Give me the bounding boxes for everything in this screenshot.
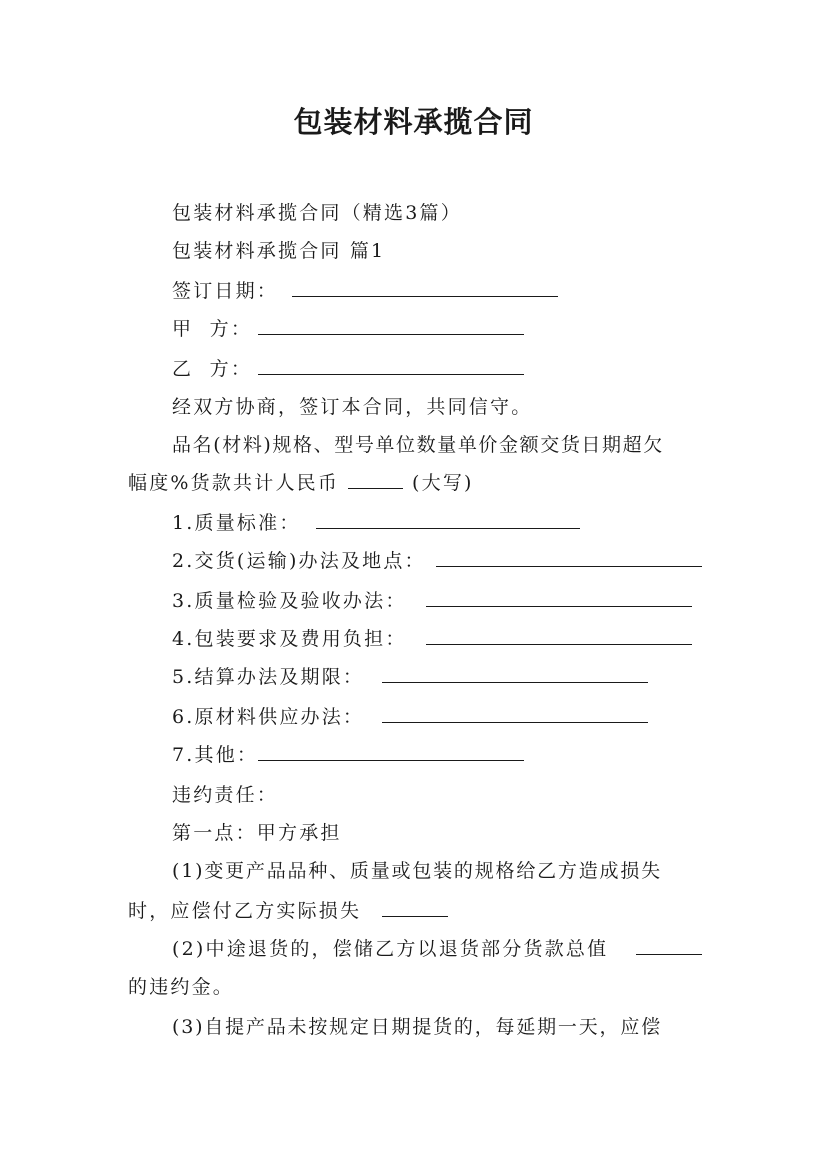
sign-date-row [172,278,278,304]
item-6-blank [382,704,648,723]
point-1-heading: 第一点：甲方承担 [172,822,342,844]
item-2-blank [436,548,702,567]
party-a-row [172,316,252,342]
item-7-blank [258,742,524,761]
section-heading: 包装材料承揽合同 篇1 [172,240,386,262]
party-a-label: 甲 方： [172,318,253,340]
clause-2-line-2: 的违约金。 [128,976,235,998]
item-2: 2.交货(运输)办法及地点： [172,550,426,572]
party-b-label: 乙 方： [172,358,253,380]
liability-heading: 违约责任： [172,784,279,806]
item-5: 5.结算办法及期限： [172,666,365,688]
clause-2-blank [636,936,702,955]
party-b-blank [258,356,524,375]
clause-1-line-1: (1)变更产品品种、质量或包装的规格给乙方造成损失 [172,860,662,882]
agreement-text: 经双方协商，签订本合同，共同信守。 [172,396,533,418]
party-b-row [172,356,252,382]
item-5-blank [382,664,648,683]
clause-3-line-1: (3)自提产品未按规定日期提货的，每延期一天，应偿 [172,1016,662,1038]
document-title: 包装材料承揽合同 [293,105,534,139]
item-3: 3.质量检验及验收办法： [172,590,407,612]
product-line-1: 品名(材料)规格、型号单位数量单价金额交货日期超欠 [172,434,664,456]
sign-date-blank [292,278,558,297]
item-7: 7.其他： [172,744,259,766]
sign-date-label: 签订日期： [172,280,279,302]
clause-1-blank [382,898,448,917]
product-line-2-text: 幅度%货款共计人民币 [128,472,340,494]
item-1-blank [316,510,580,529]
clause-2-line-1: (2)中途退货的，偿储乙方以退货部分货款总值 [172,938,609,960]
product-line-2 [128,470,339,496]
item-1: 1.质量标准： [172,512,301,534]
item-3-blank [426,588,692,607]
document-subtitle: 包装材料承揽合同（精选3篇） [172,202,462,224]
clause-1-line-2: 时，应偿付乙方实际损失 [128,900,362,922]
party-a-blank [258,316,524,335]
amount-blank [348,470,403,489]
item-4: 4.包装要求及费用负担： [172,628,407,650]
item-4-blank [426,626,692,645]
item-6: 6.原材料供应办法： [172,706,365,728]
amount-uppercase-note: (大写) [412,472,474,494]
